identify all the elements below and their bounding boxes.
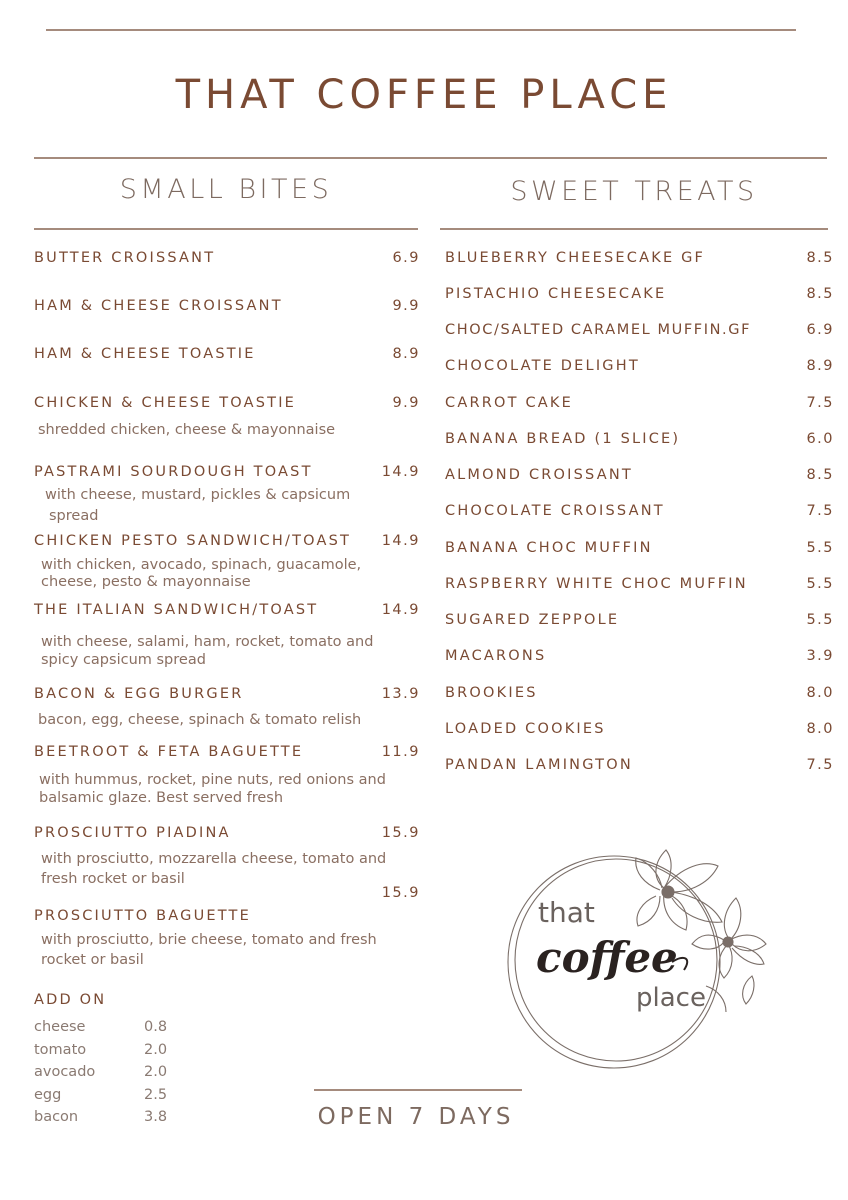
logo-word-coffee: coffee	[536, 933, 678, 982]
small-bite-desc: fresh rocket or basil	[41, 871, 185, 887]
small-bite-price: 9.9	[392, 298, 420, 314]
sweet-treat-name: BANANA CHOC MUFFIN	[445, 540, 653, 556]
small-bite-price: 15.9	[381, 825, 420, 841]
small-bite-name: BUTTER CROISSANT	[34, 250, 216, 266]
sweet-treat-name: CHOC/SALTED CARAMEL MUFFIN.GF	[445, 322, 752, 338]
small-bite-desc: with cheese, salami, ham, rocket, tomato and	[41, 634, 374, 650]
footer-rule	[314, 1089, 522, 1091]
add-on-heading: ADD ON	[34, 992, 107, 1008]
sweet-treat-name: LOADED COOKIES	[445, 721, 606, 737]
small-bite-name: HAM & CHEESE CROISSANT	[34, 298, 283, 314]
sweet-treat-name: CHOCOLATE DELIGHT	[445, 358, 640, 374]
sweet-treat-name: PANDAN LAMINGTON	[445, 757, 633, 773]
sweet-treat-price: 7.5	[806, 503, 834, 519]
sweet-treat-price: 8.5	[806, 250, 834, 266]
small-bite-desc: with chicken, avocado, spinach, guacamole,	[41, 557, 362, 573]
small-bite-price: 14.9	[381, 602, 420, 618]
add-on-price: 2.0	[144, 1064, 168, 1080]
small-bite-desc: cheese, pesto & mayonnaise	[41, 574, 251, 590]
small-bite-name: PASTRAMI SOURDOUGH TOAST	[34, 464, 313, 480]
sweet-treat-price: 6.9	[806, 322, 834, 338]
sweet-treat-name: RASPBERRY WHITE CHOC MUFFIN	[445, 576, 748, 592]
sweet-treat-name: BLUEBERRY CHEESECAKE GF	[445, 250, 706, 266]
sweet-treat-price: 8.5	[806, 467, 834, 483]
add-on-price: 2.5	[144, 1087, 168, 1103]
sweet-treats-heading: SWEET TREATS	[510, 176, 758, 207]
sweet-treat-name: MACARONS	[445, 648, 547, 664]
small-bites-rule	[34, 228, 418, 230]
add-on-name: avocado	[34, 1064, 96, 1080]
small-bite-price: 8.9	[392, 346, 420, 362]
sweet-treat-price: 8.5	[806, 286, 834, 302]
small-bites-heading: SMALL BITES	[119, 174, 333, 205]
sweet-treat-price: 5.5	[806, 540, 834, 556]
small-bite-desc: spread	[49, 508, 99, 524]
sweet-treat-price: 7.5	[806, 757, 834, 773]
small-bite-price: 6.9	[392, 250, 420, 266]
add-on-price: 2.0	[144, 1042, 168, 1058]
small-bite-desc: with prosciutto, mozzarella cheese, tomato and	[41, 851, 387, 867]
sweet-treat-name: CARROT CAKE	[445, 395, 573, 411]
small-bite-price: 9.9	[392, 395, 420, 411]
logo-word-that: that	[538, 896, 595, 929]
small-bite-price: 14.9	[381, 533, 420, 549]
sweet-treat-price: 8.9	[806, 358, 834, 374]
small-bite-price: 14.9	[381, 464, 420, 480]
small-bite-name: BEETROOT & FETA BAGUETTE	[34, 744, 304, 760]
top-rule	[46, 29, 796, 31]
small-bite-price: 15.9	[381, 885, 420, 901]
small-bite-name: CHICKEN & CHEESE TOASTIE	[34, 395, 297, 411]
add-on-name: bacon	[34, 1109, 79, 1125]
small-bite-price: 11.9	[381, 744, 420, 760]
sweet-treat-name: BROOKIES	[445, 685, 538, 701]
sweet-treat-name: CHOCOLATE CROISSANT	[445, 503, 665, 519]
small-bite-desc: spicy capsicum spread	[41, 652, 206, 668]
add-on-name: tomato	[34, 1042, 87, 1058]
sweet-treat-price: 3.9	[806, 648, 834, 664]
sweet-treat-name: ALMOND CROISSANT	[445, 467, 633, 483]
small-bite-desc: bacon, egg, cheese, spinach & tomato relish	[38, 712, 362, 728]
open-hours-text: OPEN 7 DAYS	[317, 1104, 515, 1130]
add-on-name: cheese	[34, 1019, 86, 1035]
small-bite-name: BACON & EGG BURGER	[34, 686, 244, 702]
small-bite-desc: with cheese, mustard, pickles & capsicum	[45, 487, 351, 503]
sweet-treat-price: 8.0	[806, 721, 834, 737]
small-bite-price: 13.9	[381, 686, 420, 702]
that-coffee-place-logo	[496, 836, 776, 1072]
add-on-price: 3.8	[144, 1109, 168, 1125]
sweet-treat-name: SUGARED ZEPPOLE	[445, 612, 620, 628]
title-rule	[34, 157, 827, 159]
sweet-treat-price: 5.5	[806, 612, 834, 628]
small-bite-desc: shredded chicken, cheese & mayonnaise	[38, 422, 336, 438]
small-bite-name: PROSCIUTTO BAGUETTE	[34, 908, 251, 924]
page-title: THAT COFFEE PLACE	[175, 72, 673, 118]
small-bite-desc: balsamic glaze. Best served fresh	[39, 790, 284, 806]
logo-word-place: place	[636, 983, 706, 1013]
small-bite-desc: with prosciutto, brie cheese, tomato and fresh	[41, 932, 377, 948]
sweet-treat-name: PISTACHIO CHEESECAKE	[445, 286, 667, 302]
add-on-name: egg	[34, 1087, 62, 1103]
sweet-treats-rule	[440, 228, 828, 230]
sweet-treat-price: 7.5	[806, 395, 834, 411]
add-on-price: 0.8	[144, 1019, 168, 1035]
sweet-treat-name: BANANA BREAD (1 SLICE)	[445, 431, 681, 447]
small-bite-name: CHICKEN PESTO SANDWICH/TOAST	[34, 533, 352, 549]
sweet-treat-price: 6.0	[806, 431, 834, 447]
sweet-treat-price: 8.0	[806, 685, 834, 701]
logo-wreath-graphic	[496, 836, 776, 1072]
magnolia-flower-icon	[692, 898, 766, 978]
sweet-treat-price: 5.5	[806, 576, 834, 592]
small-bite-name: HAM & CHEESE TOASTIE	[34, 346, 256, 362]
small-bite-name: THE ITALIAN SANDWICH/TOAST	[34, 602, 319, 618]
small-bite-desc: with hummus, rocket, pine nuts, red onions and	[39, 772, 386, 788]
small-bite-name: PROSCIUTTO PIADINA	[34, 825, 231, 841]
small-bite-desc: rocket or basil	[41, 952, 144, 968]
